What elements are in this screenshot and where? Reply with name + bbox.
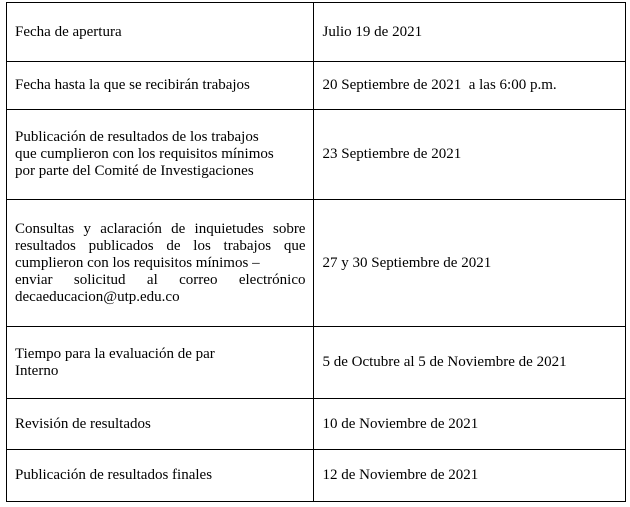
row-label bbox=[7, 62, 314, 110]
row-value: 20 Septiembre de 2021 a las 6:00 p.m. bbox=[314, 62, 626, 110]
label-line: cumplieron con los requisitos mínimos – bbox=[15, 254, 260, 271]
label-line: Publicación de resultados de los trabajos bbox=[15, 129, 259, 145]
row-label bbox=[7, 399, 314, 450]
label-line: Interno bbox=[15, 362, 59, 379]
label-line: por parte del Comité de Investigaciones bbox=[15, 163, 254, 179]
table-row bbox=[7, 399, 626, 450]
row-value: 23 Septiembre de 2021 bbox=[314, 110, 626, 200]
label-line: que cumplieron con los requisitos mínimos bbox=[15, 146, 274, 162]
row-label bbox=[7, 200, 314, 327]
label-line: resultados publicados de los trabajos que bbox=[15, 237, 306, 254]
table-row bbox=[7, 450, 626, 502]
schedule-table bbox=[6, 2, 626, 502]
label-line: Fecha hasta la que se recibirán trabajos bbox=[15, 77, 250, 93]
label-line: decaeducacion@utp.edu.co bbox=[15, 288, 180, 305]
row-value: 5 de Octubre al 5 de Noviembre de 2021 bbox=[314, 327, 626, 399]
label-line: Consultas y aclaración de inquietudes sobre bbox=[15, 220, 306, 237]
row-value: Julio 19 de 2021 bbox=[314, 3, 626, 62]
row-label bbox=[7, 110, 314, 200]
label-line: Tiempo para la evaluación de par bbox=[15, 345, 215, 362]
row-label bbox=[7, 327, 314, 399]
label-line: Revisión de resultados bbox=[15, 415, 151, 432]
row-label bbox=[7, 450, 314, 502]
table-row bbox=[7, 62, 626, 110]
label-line: enviar solicitud al correo electrónico bbox=[15, 271, 306, 288]
label-line: Fecha de apertura bbox=[15, 23, 122, 40]
row-value: 27 y 30 Septiembre de 2021 bbox=[314, 200, 626, 327]
table-row bbox=[7, 200, 626, 327]
row-value: 12 de Noviembre de 2021 bbox=[314, 450, 626, 502]
row-label bbox=[7, 3, 314, 62]
label-line: Publicación de resultados finales bbox=[15, 467, 213, 483]
row-value: 10 de Noviembre de 2021 bbox=[314, 399, 626, 450]
table-row bbox=[7, 110, 626, 200]
table-row bbox=[7, 327, 626, 399]
table-row bbox=[7, 3, 626, 62]
